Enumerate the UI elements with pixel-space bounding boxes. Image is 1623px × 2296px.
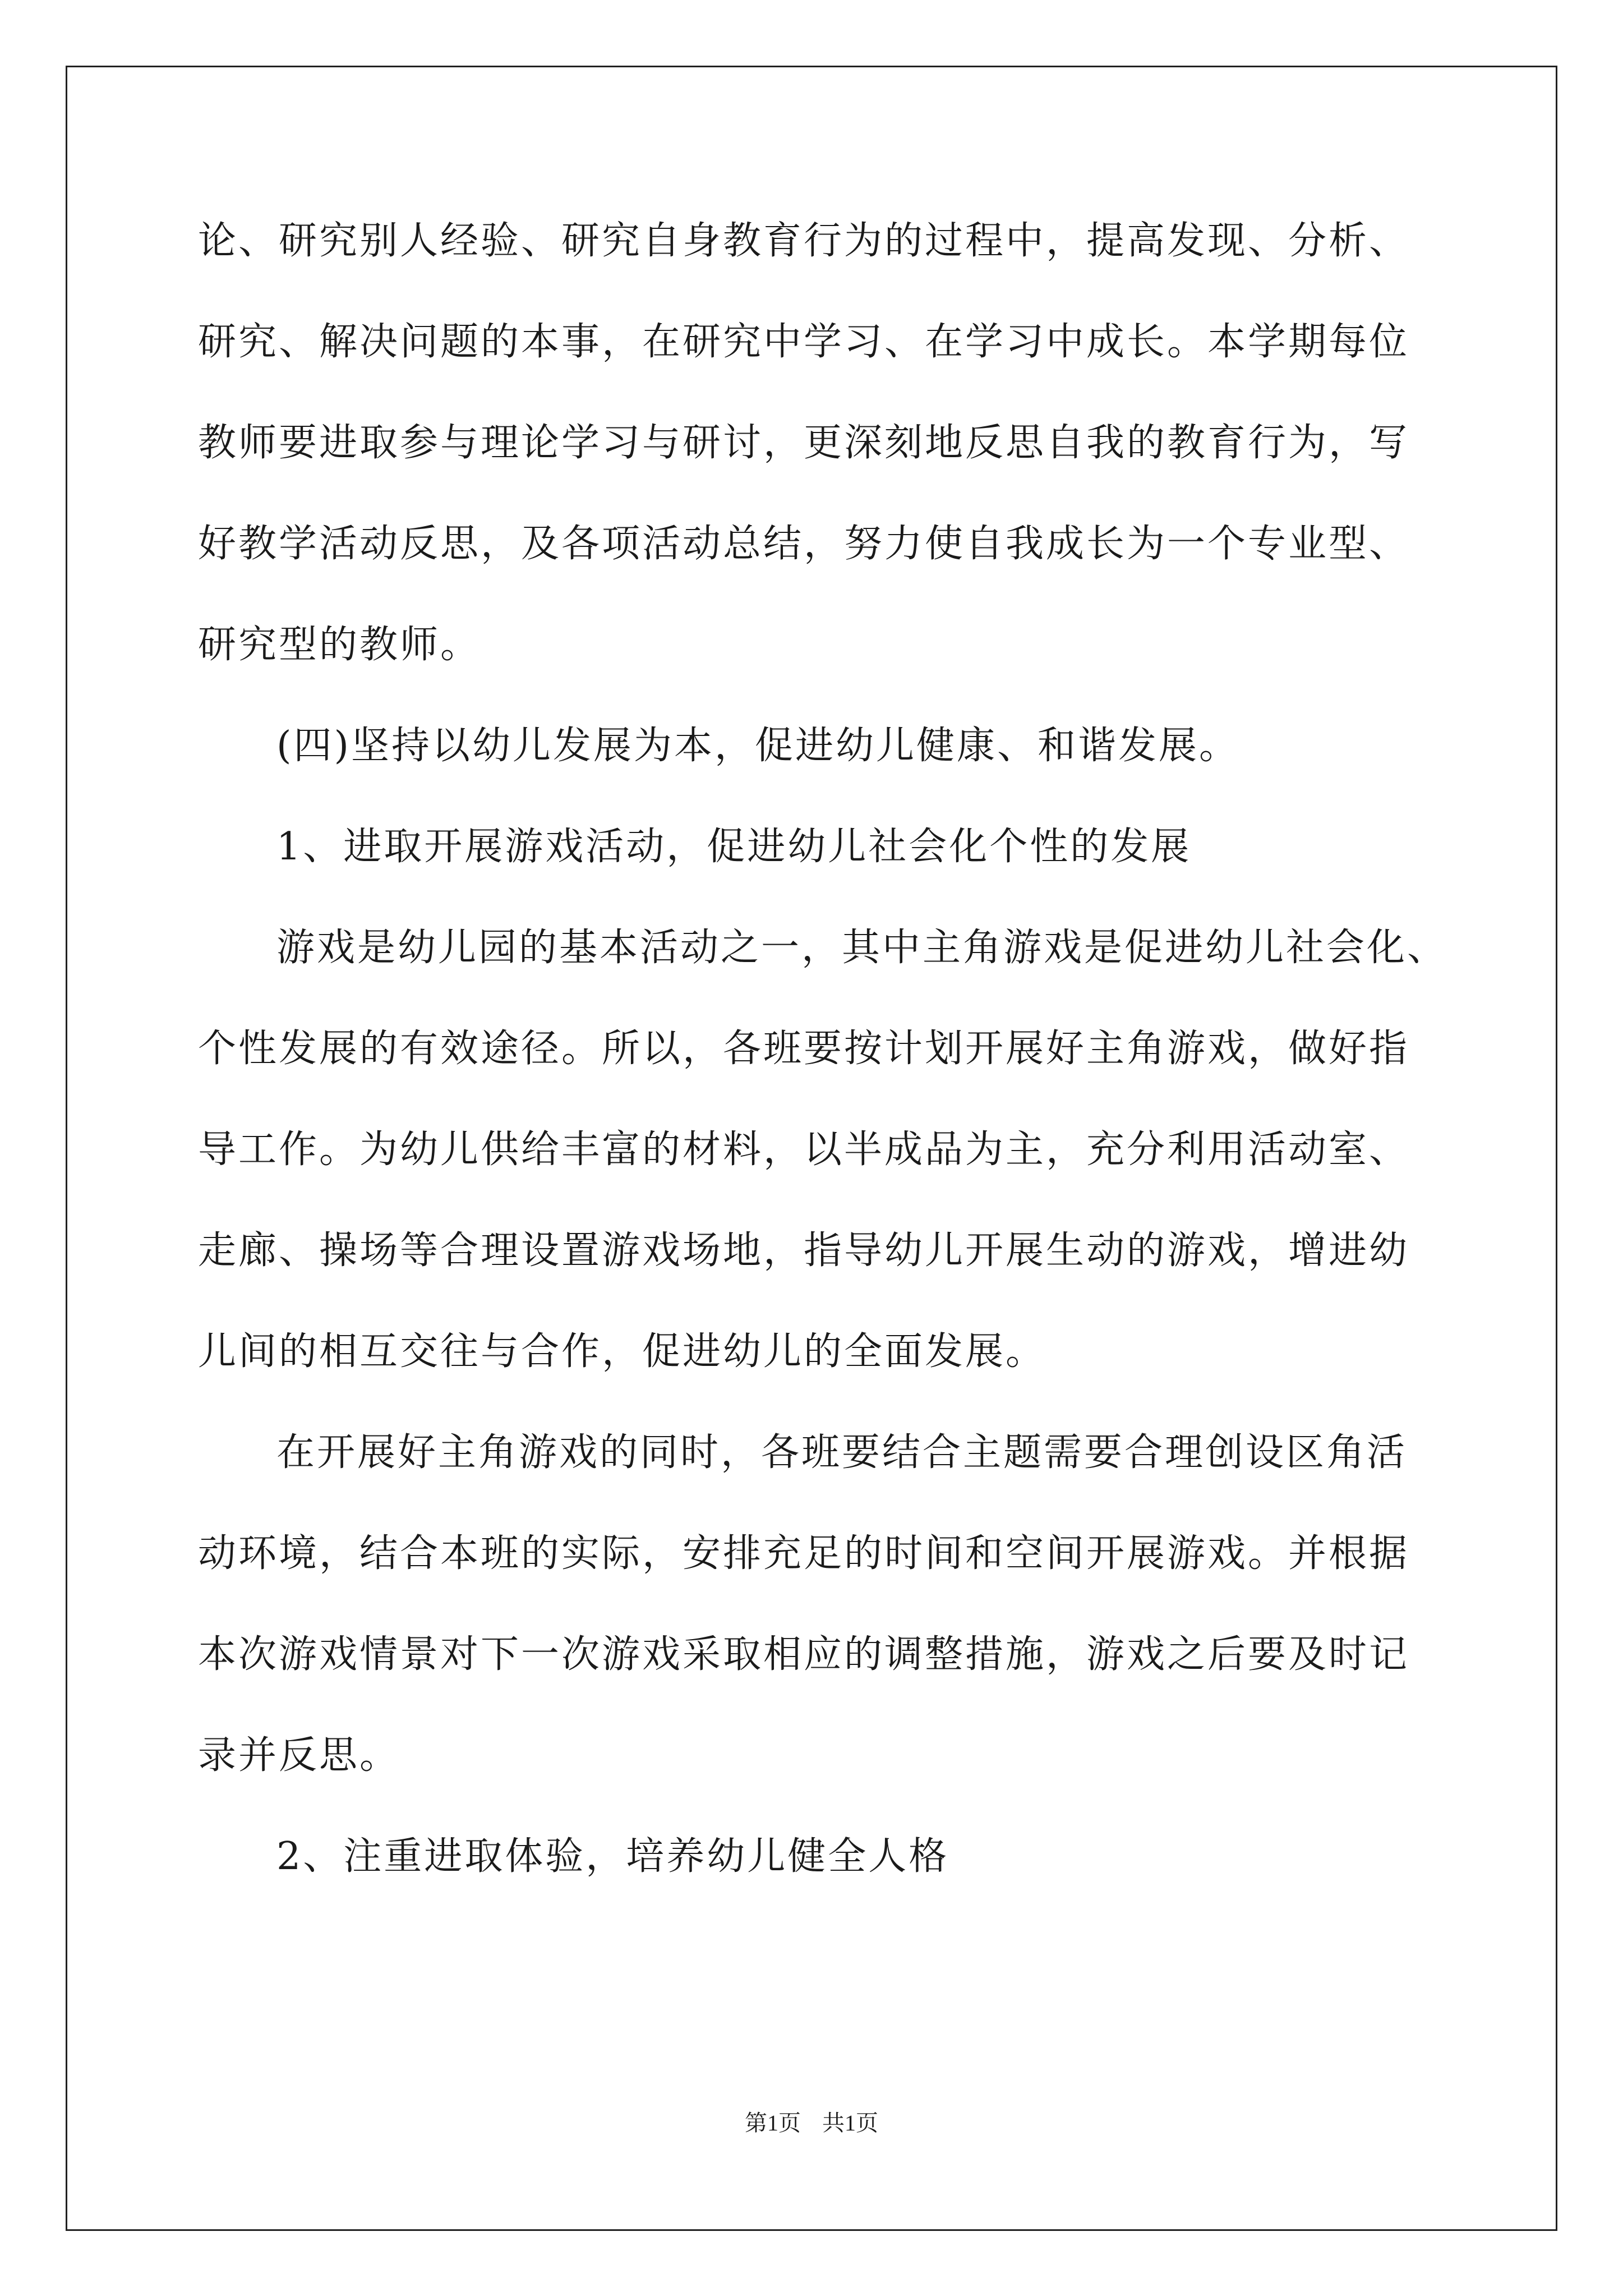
- text-line: 录并反思。: [198, 1733, 400, 1778]
- page-footer: [0, 2106, 1623, 2140]
- text-line: 儿间的相互交往与合作，促进幼儿的全面发展。: [198, 1329, 1046, 1374]
- text-line: 动环境，结合本班的实际，安排充足的时间和空间开展游戏。并根据: [198, 1531, 1410, 1576]
- page-total: 共1页: [822, 2110, 878, 2136]
- text-line: 导工作。为幼儿供给丰富的材料，以半成品为主，充分利用活动室、: [198, 1128, 1410, 1172]
- text-line: 走廊、操场等合理设置游戏场地，指导幼儿开展生动的游戏，增进幼: [198, 1228, 1410, 1273]
- subsection-heading: 2、注重进取体验，培养幼儿健全人格: [276, 1834, 949, 1879]
- page-number: 第1页: [745, 2110, 801, 2136]
- text-line: 在开展好主角游戏的同时，各班要结合主题需要合理创设区角活: [276, 1430, 1408, 1475]
- text-line: 个性发展的有效途径。所以，各班要按计划开展好主角游戏，做好指: [198, 1027, 1410, 1071]
- text-line: 教师要进取参与理论学习与研讨，更深刻地反思自我的教育行为，写: [198, 421, 1410, 465]
- text-line: 游戏是幼儿园的基本活动之一，其中主角游戏是促进幼儿社会化、: [276, 926, 1448, 970]
- text-line: 好教学活动反思，及各项活动总结，努力使自我成长为一个专业型、: [198, 522, 1410, 566]
- subsection-heading: 1、进取开展游戏活动，促进幼儿社会化个性的发展: [276, 825, 1192, 869]
- text-line: 研究、解决问题的本事，在研究中学习、在学习中成长。本学期每位: [198, 320, 1410, 364]
- section-heading: (四)坚持以幼儿发展为本，促进幼儿健康、和谐发展。: [276, 724, 1240, 768]
- text-line: 研究型的教师。: [198, 623, 481, 667]
- text-line: 论、研究别人经验、研究自身教育行为的过程中，提高发现、分析、: [198, 219, 1410, 263]
- text-line: 本次游戏情景对下一次游戏采取相应的调整措施，游戏之后要及时记: [198, 1632, 1410, 1677]
